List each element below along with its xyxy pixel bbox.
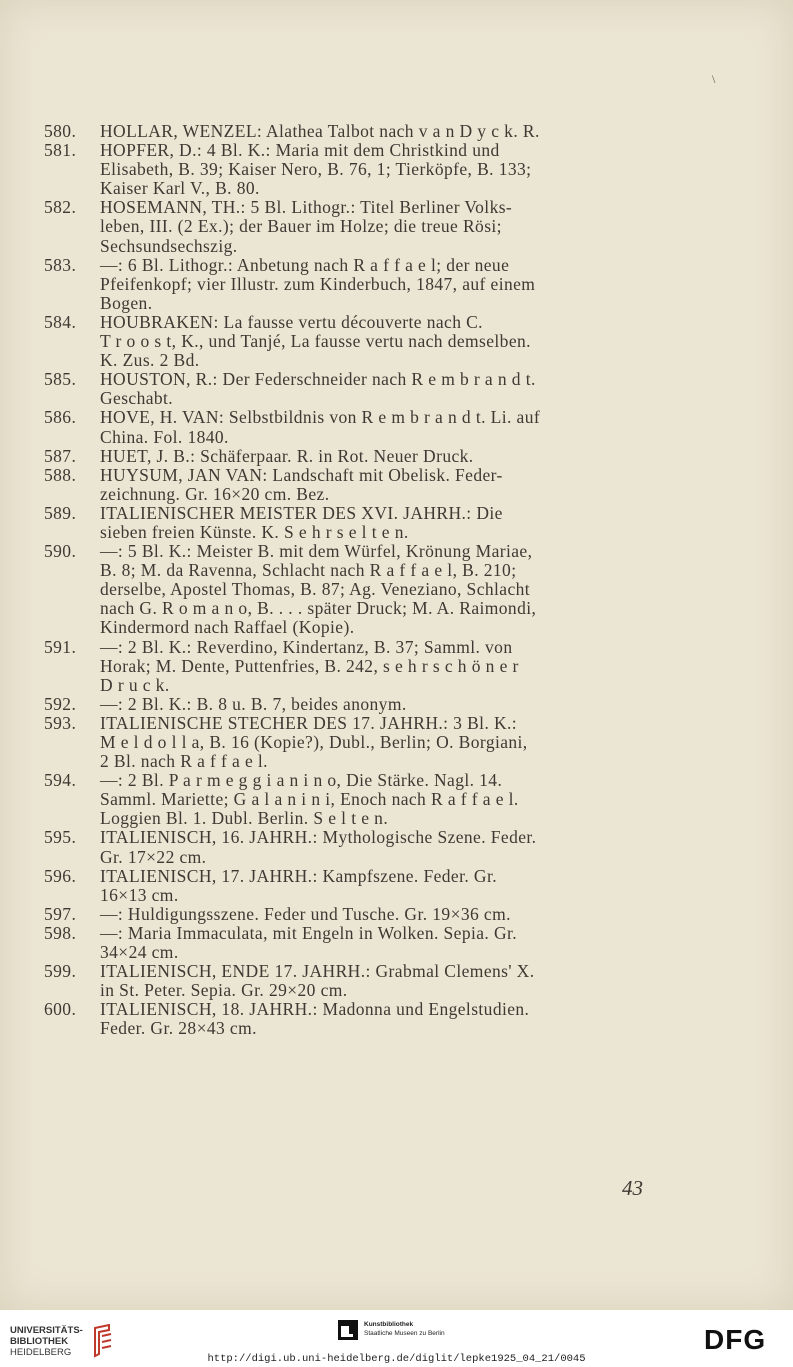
entry-number: 584. <box>44 311 77 332</box>
entry-line: Kaiser Karl V., B. 80. <box>100 178 260 199</box>
catalogue-entry <box>44 466 656 504</box>
entry-line: Geschabt. <box>100 388 174 409</box>
entry-line: —: 2 Bl. P a r m e g g i a n i n o, Die Stärke. Nagl. 14. <box>100 770 503 791</box>
entry-line: Elisabeth, B. 39; Kaiser Nero, B. 76, 1; Tierköpfe, B. 133; <box>100 159 532 180</box>
entry-number: 595. <box>44 827 77 848</box>
entry-text <box>100 714 656 771</box>
entry-text <box>100 828 656 866</box>
entry-line: ITALIENISCH, ENDE 17. JAHRH.: Grabmal Clemens' X. <box>100 961 535 982</box>
entry-line: D r u c k. <box>100 674 170 695</box>
entry-number: 586. <box>44 407 77 428</box>
ub-heidelberg-text: UNIVERSITÄTS- BIBLIOTHEK HEIDELBERG <box>10 1324 83 1358</box>
entry-line: Horak; M. Dente, Puttenfries, B. 242, s e h r s c h ö n e r <box>100 655 519 676</box>
entry-text <box>100 370 656 408</box>
kunstbibliothek-icon <box>338 1320 358 1340</box>
entry-line: HOPFER, D.: 4 Bl. K.: Maria mit dem Christkind und <box>100 140 500 161</box>
entry-line: HOLLAR, WENZEL: Alathea Talbot nach v a n D y c k. R. <box>100 121 540 141</box>
entry-line: HOUSTON, R.: Der Federschneider nach R e m b r a n d t. <box>100 369 536 390</box>
entry-text <box>100 962 656 1000</box>
catalogue-entry <box>44 198 656 255</box>
entry-line: Samml. Mariette; G a l a n i n i, Enoch nach R a f f a e l. <box>100 789 519 810</box>
entry-text <box>100 504 656 542</box>
entry-line: —: 5 Bl. K.: Meister B. mit dem Würfel, Krönung Mariae, <box>100 541 533 562</box>
entry-number: 592. <box>44 693 77 714</box>
catalogue-entry <box>44 504 656 542</box>
entry-line: derselbe, Apostel Thomas, B. 87; Ag. Veneziano, Schlacht <box>100 579 531 600</box>
catalogue-entry <box>44 1000 656 1038</box>
entry-line: Feder. Gr. 28×43 cm. <box>100 1018 257 1039</box>
entry-number: 585. <box>44 369 77 390</box>
catalogue-entries <box>44 122 656 1039</box>
entry-number: 589. <box>44 502 77 523</box>
entry-line: Pfeifenkopf; vier Illustr. zum Kinderbuch, 1847, auf einem <box>100 273 536 294</box>
entry-number: 580. <box>44 121 77 141</box>
kunstbibliothek-logo[interactable] <box>338 1320 445 1340</box>
catalogue-entry <box>44 447 656 466</box>
entry-line: —: 6 Bl. Lithogr.: Anbetung nach R a f f a e l; der neue <box>100 254 510 275</box>
entry-line: K. Zus. 2 Bd. <box>100 350 200 371</box>
entry-line: B. 8; M. da Ravenna, Schlacht nach R a f f a e l, B. 210; <box>100 560 517 581</box>
entry-text <box>100 638 656 695</box>
entry-text <box>100 466 656 504</box>
entry-text <box>100 256 656 313</box>
entry-line: 16×13 cm. <box>100 884 179 905</box>
catalogue-entry <box>44 962 656 1000</box>
entry-line: China. Fol. 1840. <box>100 426 229 447</box>
entry-number: 583. <box>44 254 77 275</box>
entry-line: ITALIENISCHE STECHER DES 17. JAHRH.: 3 Bl. K.: <box>100 712 518 733</box>
catalogue-entry <box>44 313 656 370</box>
catalogue-entry <box>44 638 656 695</box>
entry-line: HUYSUM, JAN VAN: Landschaft mit Obelisk. Feder- <box>100 464 503 485</box>
catalogue-entry <box>44 924 656 962</box>
entry-line: Gr. 17×22 cm. <box>100 846 207 867</box>
catalogue-entry <box>44 370 656 408</box>
entry-text <box>100 141 656 198</box>
entry-line: —: 2 Bl. K.: B. 8 u. B. 7, beides anonym. <box>100 693 407 714</box>
entry-line: HOVE, H. VAN: Selbstbildnis von R e m b r a n d t. Li. auf <box>100 407 541 428</box>
entry-number: 590. <box>44 541 77 562</box>
entry-line: T r o o s t, K., und Tanjé, La fausse vertu nach demselben. <box>100 331 531 352</box>
source-url[interactable]: http://digi.ub.uni-heidelberg.de/diglit/lepke1925_04_21/0045 <box>207 1353 586 1365</box>
entry-text <box>100 198 656 255</box>
entry-line: HOUBRAKEN: La fausse vertu découverte nach C. <box>100 311 483 332</box>
catalogue-entry <box>44 542 656 637</box>
entry-text <box>100 122 656 141</box>
catalogue-entry <box>44 408 656 446</box>
margin-mark: \ <box>712 72 716 86</box>
catalogue-entry <box>44 141 656 198</box>
entry-number: 599. <box>44 961 77 982</box>
entry-number: 596. <box>44 865 77 886</box>
entry-number: 598. <box>44 922 77 943</box>
entry-line: ITALIENISCH, 18. JAHRH.: Madonna und Engelstudien. <box>100 999 530 1020</box>
catalogue-entry <box>44 695 656 714</box>
dfg-logo[interactable]: DFG <box>704 1324 767 1355</box>
entry-text <box>100 542 656 637</box>
entry-line: Bogen. <box>100 292 153 313</box>
entry-line: 34×24 cm. <box>100 942 179 963</box>
entry-text <box>100 1000 656 1038</box>
catalogue-entry <box>44 905 656 924</box>
entry-line: sieben freien Künste. K. S e h r s e l t e n. <box>100 521 409 542</box>
entry-number: 594. <box>44 770 77 791</box>
entry-line: M e l d o l l a, B. 16 (Kopie?), Dubl., Berlin; O. Borgiani, <box>100 732 528 752</box>
entry-text <box>100 408 656 446</box>
entry-line: Sechsundsechszig. <box>100 235 238 256</box>
entry-line: zeichnung. Gr. 16×20 cm. Bez. <box>100 483 330 504</box>
entry-number: 593. <box>44 712 77 733</box>
entry-line: Kindermord nach Raffael (Kopie). <box>100 617 355 638</box>
catalogue-entry <box>44 828 656 866</box>
entry-text <box>100 447 656 466</box>
entry-text <box>100 867 656 905</box>
entry-number: 588. <box>44 464 77 485</box>
entry-line: HUET, J. B.: Schäferpaar. R. in Rot. Neuer Druck. <box>100 445 474 466</box>
entry-line: leben, III. (2 Ex.); der Bauer im Holze; die treue Rösi; <box>100 216 502 237</box>
catalogue-entry <box>44 256 656 313</box>
kunstbibliothek-text: Kunstbibliothek Staatliche Museen zu Berlin <box>364 1321 445 1337</box>
entry-number: 587. <box>44 445 77 466</box>
entry-line: 2 Bl. nach R a f f a e l. <box>100 751 268 772</box>
entry-number: 581. <box>44 140 77 161</box>
entry-number: 597. <box>44 903 77 924</box>
entry-number: 600. <box>44 999 77 1020</box>
entry-line: in St. Peter. Sepia. Gr. 29×20 cm. <box>100 980 348 1001</box>
catalogue-entry <box>44 714 656 771</box>
entry-text <box>100 695 656 714</box>
entry-text <box>100 924 656 962</box>
entry-line: HOSEMANN, TH.: 5 Bl. Lithogr.: Titel Berliner Volks- <box>100 197 513 218</box>
entry-line: ITALIENISCH, 16. JAHRH.: Mythologische Szene. Feder. <box>100 827 537 848</box>
entry-line: ITALIENISCH, 17. JAHRH.: Kampfszene. Feder. Gr. <box>100 865 497 886</box>
entry-text <box>100 313 656 370</box>
entry-text <box>100 905 656 924</box>
page-number: 43 <box>622 1176 643 1200</box>
entry-line: —: 2 Bl. K.: Reverdino, Kindertanz, B. 37; Samml. von <box>100 636 513 657</box>
catalogue-entry <box>44 122 656 141</box>
entry-line: —: Huldigungsszene. Feder und Tusche. Gr. 19×36 cm. <box>100 903 511 924</box>
entry-line: ITALIENISCHER MEISTER DES XVI. JAHRH.: Die <box>100 502 503 523</box>
entry-line: Loggien Bl. 1. Dubl. Berlin. S e l t e n. <box>100 808 389 829</box>
entry-text <box>100 771 656 828</box>
entry-number: 582. <box>44 197 77 218</box>
entry-line: —: Maria Immaculata, mit Engeln in Wolken. Sepia. Gr. <box>100 922 518 943</box>
catalogue-entry <box>44 867 656 905</box>
catalogue-entry <box>44 771 656 828</box>
entry-number: 591. <box>44 636 77 657</box>
entry-line: nach G. R o m a n o, B. . . . später Druck; M. A. Raimondi, <box>100 598 537 619</box>
